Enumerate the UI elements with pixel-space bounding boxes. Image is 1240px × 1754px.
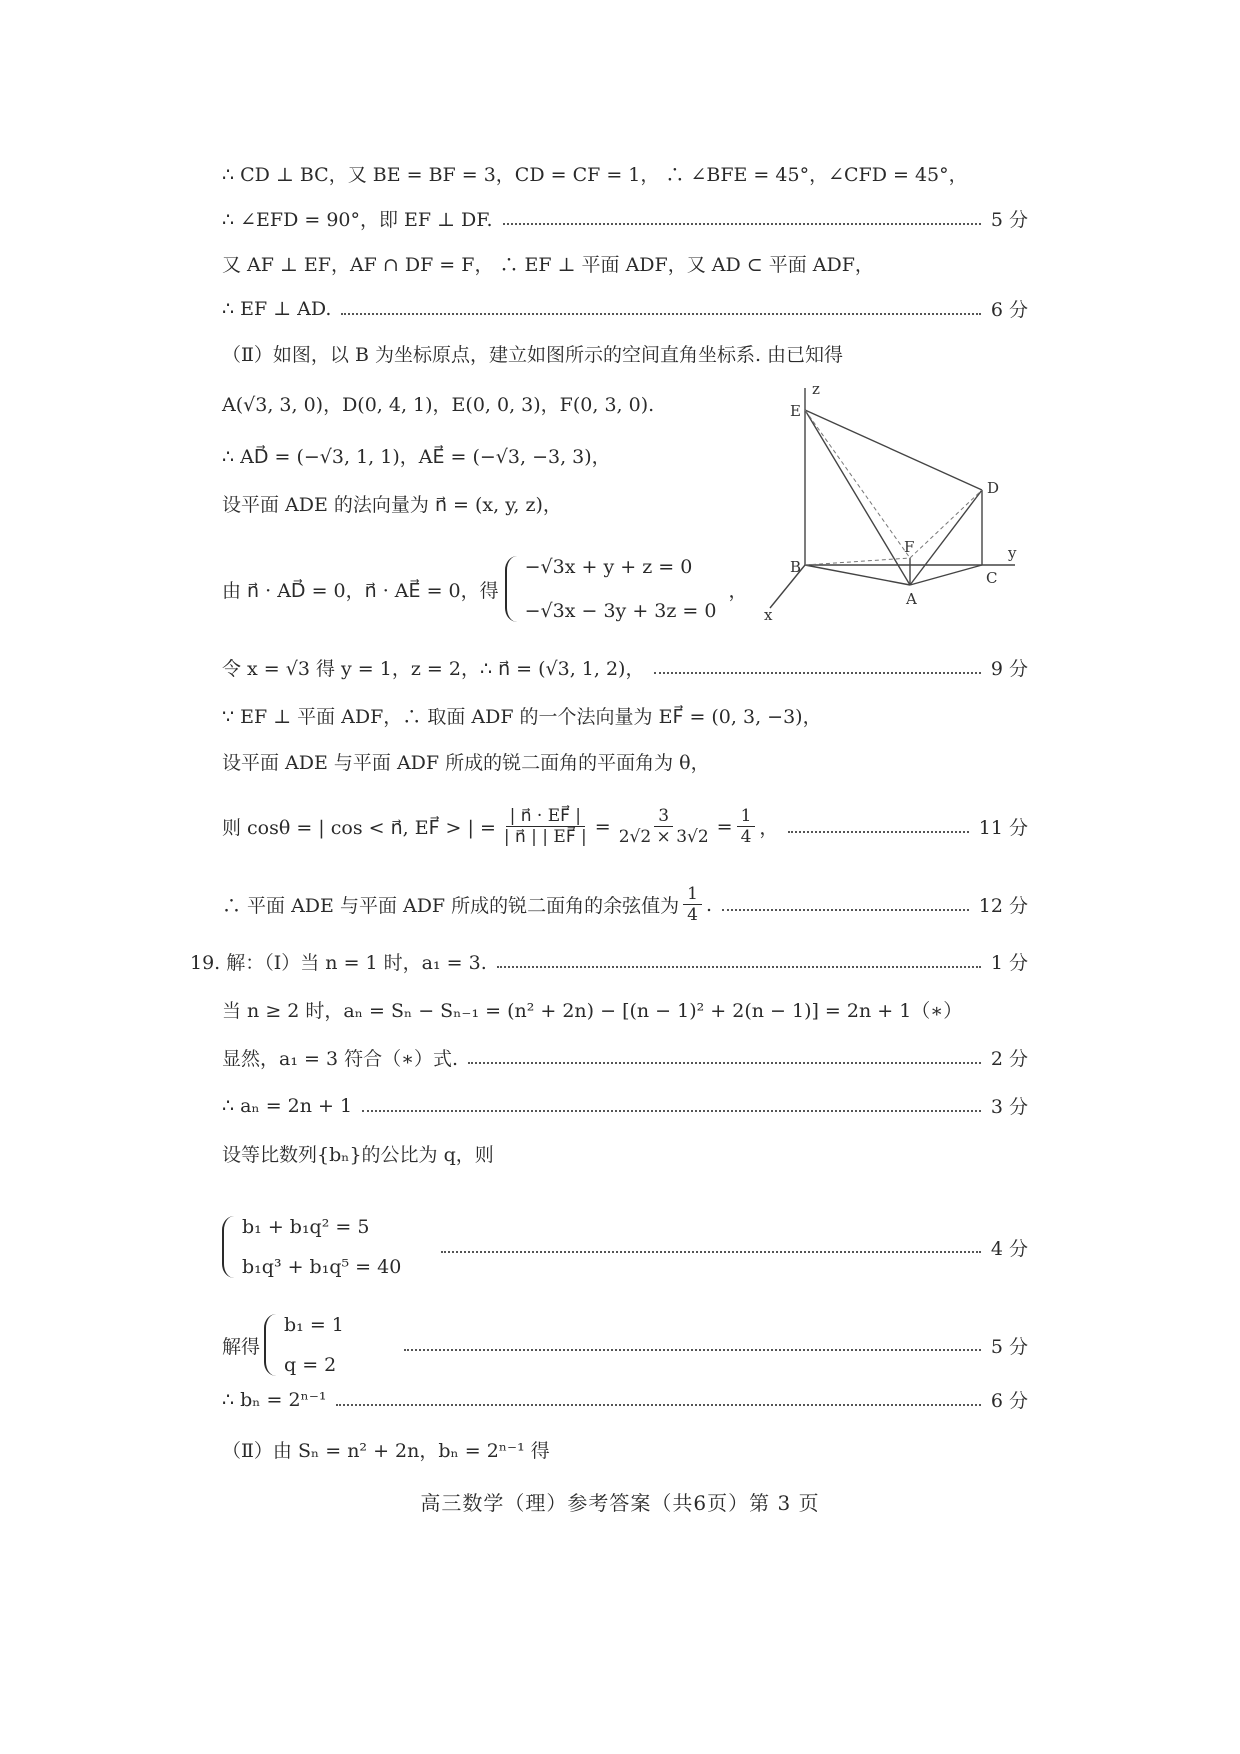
score-mark: 11 分: [978, 817, 1028, 839]
label-z: z: [812, 380, 820, 398]
dot-leader: [468, 1060, 981, 1064]
proof-text: 显然，a₁ = 3 符合（∗）式.: [222, 1048, 459, 1070]
edge-BA: [805, 565, 910, 585]
dot-leader: [336, 1402, 980, 1406]
dot-leader: [654, 670, 980, 674]
brace-symbol: [222, 1216, 236, 1278]
proof-line: [222, 340, 1020, 367]
label-D: D: [987, 479, 1000, 497]
score-mark: 3 分: [990, 1096, 1028, 1118]
proof-text: 则 cosθ = | cos < n⃗, EF⃗ > | =: [222, 817, 496, 839]
coordinate-figure: [760, 380, 1040, 640]
solution-line: [190, 948, 1028, 975]
proof-text: ∴ 平面 ADE 与平面 ADF 所成的锐二面角的余弦值为: [222, 895, 680, 917]
proof-text: 19. 解：（Ⅰ）当 n = 1 时，a₁ = 3.: [190, 952, 487, 974]
proof-text: （Ⅱ）如图，以 B 为坐标原点，建立如图所示的空间直角坐标系. 由已知得: [222, 344, 844, 366]
dot-leader: [441, 1249, 981, 1253]
proof-line: 则 cosθ = | cos < n⃗, EF⃗ > | = $\frac{| n⃗ \cdot EF⃗ |}{| n⃗ | | EF⃗ |}$ = $\frac{3}{2√2 \times 3√2}$ = $\frac{1}{4}$ ， 11 分: [222, 806, 1028, 847]
proof-line: [222, 442, 680, 469]
proof-text: 设等比数列{bₙ}的公比为 q，则: [222, 1144, 494, 1166]
edge-ED: [805, 410, 982, 490]
edge-EA: [805, 410, 910, 585]
score-mark: 5 分: [990, 1335, 1028, 1358]
score-mark: 12 分: [978, 895, 1028, 917]
brace-symbol: [264, 1314, 278, 1376]
proof-text: ∴ AD⃗ = (−√3, 1, 1)，AE⃗ = (−√3, −3, 3)，: [222, 446, 611, 468]
equation: b₁q³ + b₁q⁵ = 40: [242, 1256, 402, 1278]
label-x: x: [764, 606, 773, 624]
proof-text: A(√3, 3, 0)，D(0, 4, 1)，E(0, 0, 3)，F(0, 3, 0).: [222, 394, 655, 416]
proof-text: ∴ CD ⊥ BC，又 BE = BF = 3，CD = CF = 1， ∴ ∠BFE = 45°，∠CFD = 45°，: [222, 164, 968, 186]
proof-line: [222, 748, 1020, 775]
proof-text: 设平面 ADE 的法向量为 n⃗ = (x, y, z)，: [222, 494, 562, 516]
proof-text: ，: [728, 579, 748, 602]
proof-line: [222, 295, 1028, 322]
score-mark: 2 分: [990, 1048, 1028, 1070]
label-A: A: [906, 590, 917, 608]
dot-leader: [497, 964, 981, 968]
proof-line: [222, 160, 1020, 187]
label-F: F: [904, 538, 915, 556]
equation: −√3x + y + z = 0: [524, 556, 693, 578]
proof-text: 当 n ≥ 2 时，aₙ = Sₙ − Sₙ₋₁ = (n² + 2n) − [(n − 1)² + 2(n − 1)] = 2n + 1（∗）: [222, 1000, 963, 1022]
score-mark: 9 分: [990, 658, 1028, 680]
fraction: $\frac{1}{4}$: [683, 884, 702, 925]
equation: −√3x − 3y + 3z = 0: [524, 600, 717, 622]
solution-line: [222, 1386, 1028, 1413]
edge-FD: [910, 490, 982, 558]
dot-leader: [362, 1108, 981, 1112]
proof-text: ∴ aₙ = 2n + 1: [222, 1094, 353, 1117]
solution-line: [222, 1314, 1028, 1376]
dot-leader: [722, 907, 969, 911]
proof-line: [222, 390, 680, 417]
equation: b₁ + b₁q² = 5: [242, 1216, 370, 1238]
proof-text: 又 AF ⊥ EF，AF ∩ DF = F， ∴ EF ⊥ 平面 ADF，又 AD ⊂ 平面 ADF，: [222, 254, 874, 276]
label-y: y: [1008, 544, 1017, 562]
equation-system: [222, 1216, 401, 1278]
score-mark: 4 分: [990, 1237, 1028, 1260]
label-E: E: [790, 402, 801, 420]
proof-text: 由 n⃗ · AD⃗ = 0，n⃗ · AE⃗ = 0，得: [222, 579, 499, 602]
solution-line: [222, 996, 1020, 1023]
score-mark: 6 分: [990, 299, 1028, 321]
label-B: B: [790, 558, 802, 576]
solution-line: [222, 1140, 1020, 1167]
proof-text: ∴ bₙ = 2ⁿ⁻¹: [222, 1388, 327, 1411]
brace-symbol: [505, 556, 519, 622]
score-mark: 5 分: [990, 209, 1028, 231]
dot-leader: [788, 829, 968, 833]
edge-DA: [910, 490, 982, 585]
dot-leader: [404, 1347, 981, 1351]
proof-text: ∵ EF ⊥ 平面 ADF，∴ 取面 ADF 的一个法向量为 EF⃗ = (0, 3, −3)，: [222, 706, 822, 728]
page-footer: 高三数学（理）参考答案（共6页）第 3 页: [420, 1491, 820, 1515]
proof-text: （Ⅱ）由 Sₙ = n² + 2n，bₙ = 2ⁿ⁻¹ 得: [222, 1440, 550, 1462]
proof-text: 令 x = √3 得 y = 1，z = 2，∴ n⃗ = (√3, 1, 2)，: [222, 658, 645, 680]
equation-system: [505, 556, 717, 622]
proof-text: ∴ EF ⊥ AD.: [222, 297, 332, 320]
edge-EF: [805, 410, 910, 558]
dot-leader: [341, 311, 980, 315]
fraction: $\frac{3}{2√2 \times 3√2}$: [618, 806, 709, 847]
dot-leader: [503, 221, 981, 225]
solution-line: [222, 1216, 1028, 1278]
proof-line: [222, 250, 1020, 277]
fraction: $\frac{| n⃗ \cdot EF⃗ |}{| n⃗ | | EF⃗ |}$: [503, 806, 587, 847]
score-mark: 6 分: [990, 1390, 1028, 1412]
proof-line: ∴ 平面 ADE 与平面 ADF 所成的锐二面角的余弦值为 $\frac{1}{4}$ . 12 分: [222, 884, 1028, 925]
proof-line: [222, 702, 1020, 729]
label-C: C: [986, 569, 998, 587]
proof-text: ∴ ∠EFD = 90°，即 EF ⊥ DF.: [222, 209, 493, 231]
solution-line: [222, 1436, 1020, 1463]
proof-line: [222, 490, 680, 517]
equation: b₁ = 1: [284, 1314, 344, 1336]
proof-text: 解得: [222, 1335, 261, 1358]
proof-line: [222, 205, 1028, 232]
solution-line: [222, 1092, 1028, 1119]
proof-line: [222, 654, 1028, 681]
score-mark: 1 分: [990, 952, 1028, 974]
edge-AC: [910, 565, 982, 585]
proof-text: 设平面 ADE 与平面 ADF 所成的锐二面角的平面角为 θ，: [222, 752, 710, 774]
equation: q = 2: [284, 1354, 337, 1376]
solution-line: [222, 1044, 1028, 1071]
proof-line: [222, 556, 748, 622]
fraction: $\frac{1}{4}$: [737, 806, 756, 847]
equation-system: [264, 1314, 344, 1376]
